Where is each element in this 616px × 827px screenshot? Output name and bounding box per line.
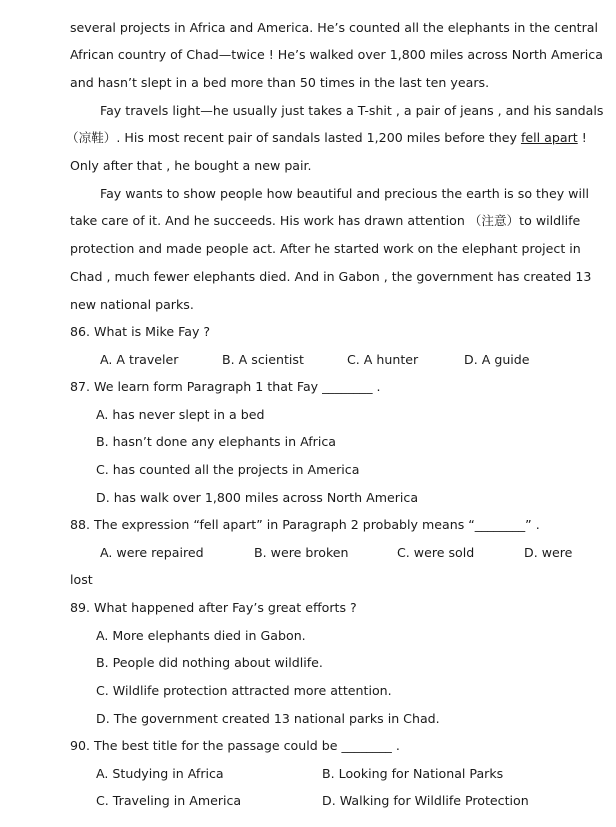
option: A. A traveler — [100, 352, 179, 367]
passage-line: and hasn’t slept in a bed more than 50 times in the last ten years. — [70, 75, 490, 90]
passage-line: Chad , much fewer elephants died. And in Gabon , the government has created 13 — [70, 269, 592, 284]
option: D. Walking for Wildlife Protection — [322, 793, 529, 808]
passage-text: （凉鞋）. His most recent pair of sandals lasted 1,200 miles before they — [66, 130, 521, 145]
passage-line: protection and made people act. After he started work on the elephant project in — [70, 241, 581, 256]
passage-line: African country of Chad—twice ! He’s walked over 1,800 miles across North America — [70, 47, 603, 62]
option: D. The government created 13 national parks in Chad. — [96, 711, 440, 726]
question-stem: 89. What happened after Fay’s great efforts ? — [70, 600, 357, 615]
passage-line: take care of it. And he succeeds. His work has drawn attention （注意）to wildlife — [70, 213, 581, 228]
option: A. were repaired — [100, 545, 204, 560]
option-continuation: lost — [70, 572, 93, 587]
option: C. A hunter — [347, 352, 419, 367]
option: D. A guide — [464, 352, 530, 367]
option: C. Wildlife protection attracted more attention. — [96, 683, 392, 698]
option: B. A scientist — [222, 352, 304, 367]
option: A. Studying in Africa — [96, 766, 224, 781]
passage-text: ! — [577, 130, 587, 145]
passage-line: new national parks. — [70, 297, 194, 312]
option: A. More elephants died in Gabon. — [96, 628, 306, 643]
option: D. were — [524, 545, 573, 560]
option: B. were broken — [254, 545, 349, 560]
option: D. has walk over 1,800 miles across North America — [96, 490, 419, 505]
passage-line: several projects in Africa and America. He’s counted all the elephants in the central — [70, 20, 599, 35]
option: B. hasn’t done any elephants in Africa — [96, 434, 336, 449]
option: A. has never slept in a bed — [96, 407, 265, 422]
passage-line: Fay travels light—he usually just takes a T-shit , a pair of jeans , and his sandals — [100, 103, 604, 118]
passage-line — [66, 130, 587, 146]
question-stem: 87. We learn form Paragraph 1 that Fay ________ . — [70, 379, 381, 394]
passage-line: Fay wants to show people how beautiful and precious the earth is so they will — [100, 186, 589, 201]
question-stem: 90. The best title for the passage could be ________ . — [70, 738, 400, 753]
option: C. Traveling in America — [96, 793, 242, 808]
option: C. were sold — [397, 545, 475, 560]
underlined-phrase: fell apart — [520, 130, 578, 145]
question-stem: 88. The expression “fell apart” in Paragraph 2 probably means “________” . — [70, 517, 540, 532]
question-stem: 86. What is Mike Fay ? — [70, 324, 211, 339]
option: B. Looking for National Parks — [322, 766, 504, 781]
passage-line: Only after that , he bought a new pair. — [70, 158, 312, 173]
option: C. has counted all the projects in America — [96, 462, 360, 477]
option: B. People did nothing about wildlife. — [96, 655, 323, 670]
